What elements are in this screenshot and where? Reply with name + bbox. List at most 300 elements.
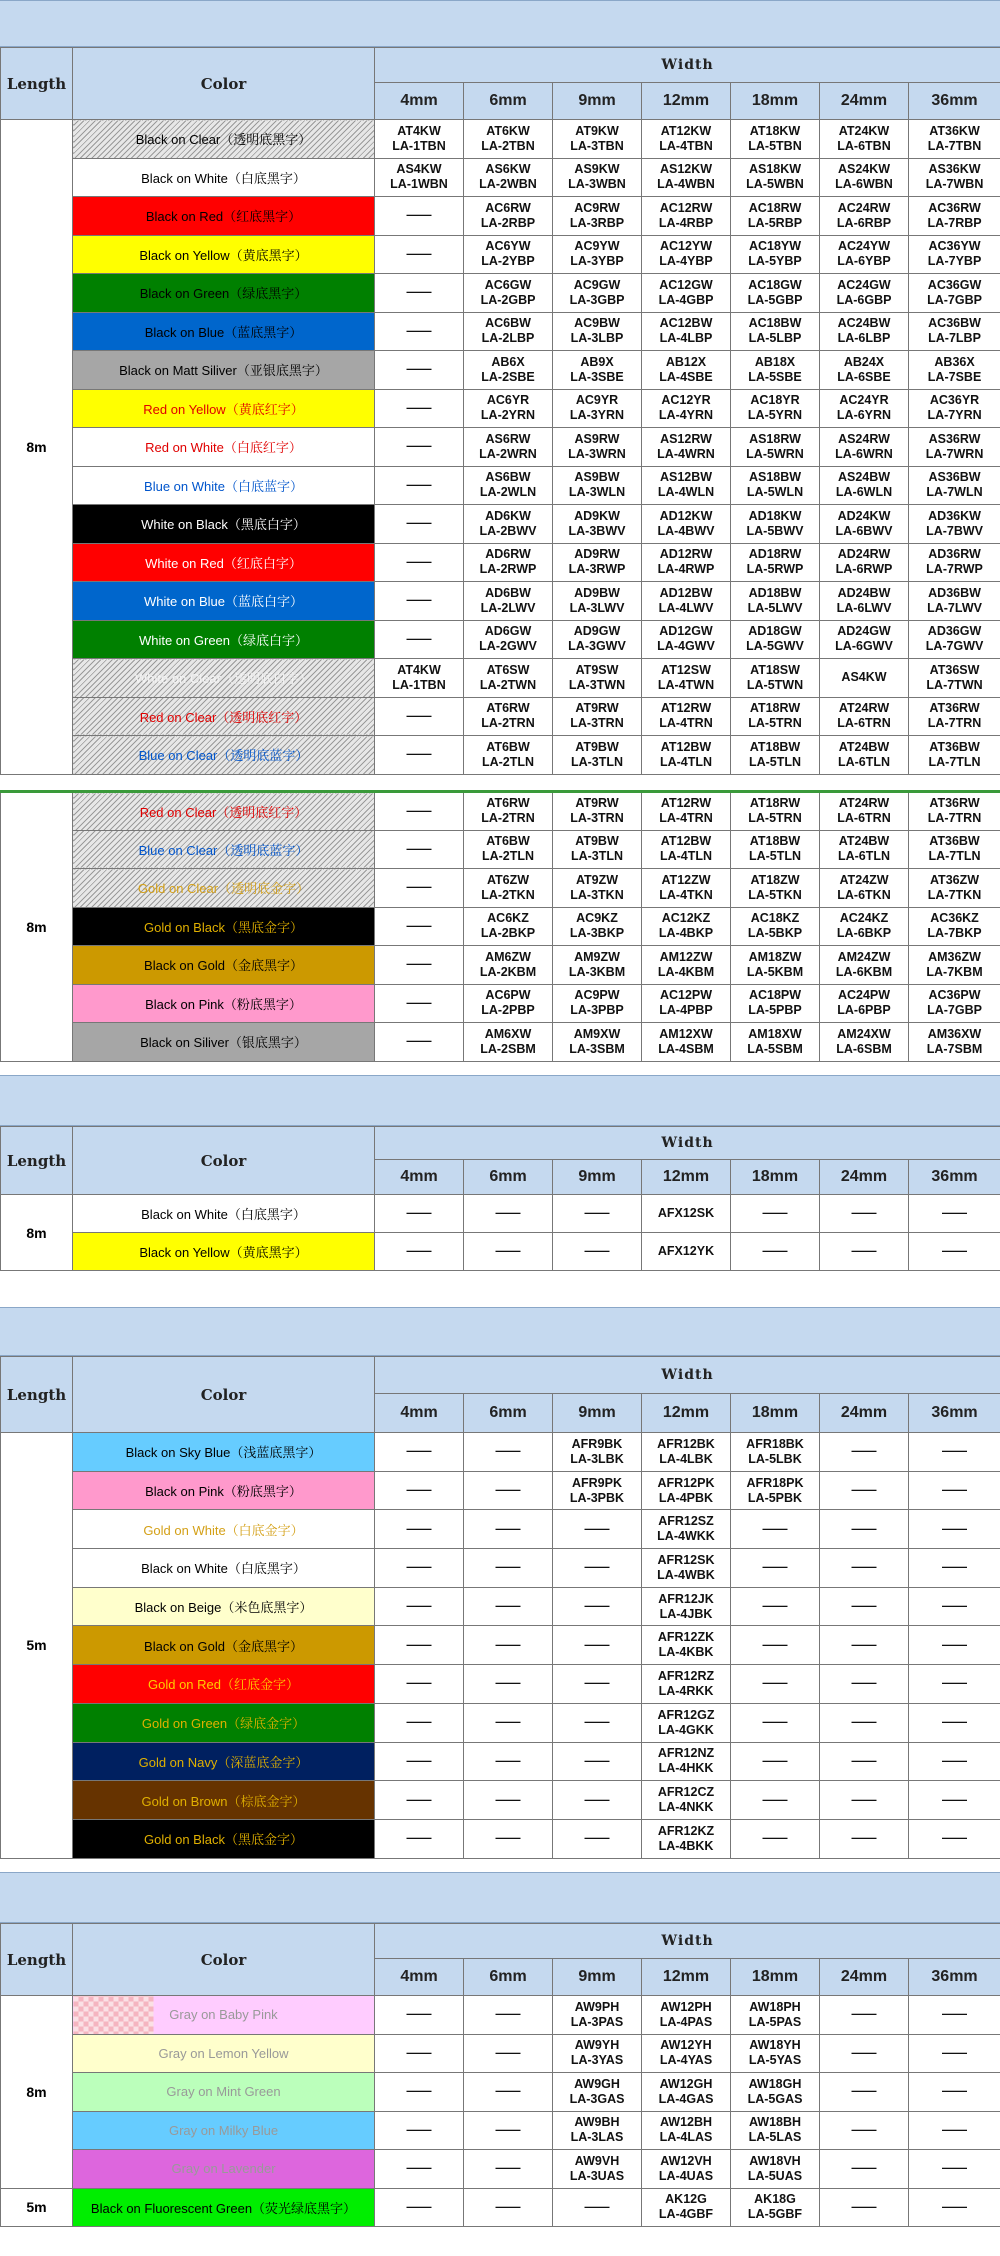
model-code-cell: AT24RW LA-6TRN [820,792,909,831]
model-code-cell: —— [820,1742,909,1781]
model-code-cell: AS24KW LA-6WBN [820,158,909,197]
model-code-cell: AC18RW LA-5RBP [731,197,820,236]
model-code-cell: AD12RW LA-4RWP [642,543,731,582]
model-code-cell: AD9KW LA-3BWV [553,505,642,544]
model-code-cell: —— [909,2188,1000,2226]
model-code-cell: —— [553,1703,642,1742]
model-code-cell: AD6RW LA-2RWP [464,543,553,582]
model-code-cell: AT9KW LA-3TBN [553,120,642,159]
model-code-cell: AS9BW LA-3WLN [553,466,642,505]
model-code-cell: —— [375,1742,464,1781]
model-code-cell: —— [909,1433,1000,1472]
model-code-cell: AS6KW LA-2WBN [464,158,553,197]
model-code-cell: AM24ZW LA-6KBM [820,946,909,985]
model-code-cell: —— [375,2111,464,2150]
width-column-header: 12mm [642,1160,731,1195]
color-header: Color [73,48,375,120]
table-row [1,2150,1000,2189]
table-row [1,736,1000,775]
color-swatch-cell: Red on Clear（透明底红字） [73,697,375,736]
model-code-cell: AM6ZW LA-2KBM [464,946,553,985]
model-code-cell: AD6BW LA-2LWV [464,582,553,621]
model-code-cell: —— [375,620,464,659]
model-code-cell: —— [375,792,464,831]
color-swatch-cell: Gold on Clear（透明底金字） [73,869,375,908]
model-code-cell: —— [909,1233,1000,1271]
model-code-cell: —— [553,1233,642,1271]
color-swatch-cell: Black on Gold（金底黑字） [73,946,375,985]
model-code-cell: —— [820,2034,909,2073]
table-row [1,2034,1000,2073]
color-swatch-cell: Gray on Lemon Yellow [73,2034,375,2073]
model-code-cell: —— [464,1996,553,2035]
model-code-cell: AT24ZW LA-6TKN [820,869,909,908]
color-header: Color [73,1924,375,1996]
model-code-cell: —— [909,2034,1000,2073]
model-code-cell: AW12PH LA-4PAS [642,1996,731,2035]
model-code-cell: AC36RW LA-7RBP [909,197,1000,236]
color-swatch-cell: Black on Yellow（黄底黑字） [73,1233,375,1271]
model-code-cell: AS6RW LA-2WRN [464,428,553,467]
model-code-cell: AM24XW LA-6SBM [820,1023,909,1062]
model-code-cell: AC12GW LA-4GBP [642,274,731,313]
model-code-cell: AFR9PK LA-3PBK [553,1471,642,1510]
model-code-cell: —— [375,907,464,946]
table-row [1,697,1000,736]
model-code-cell: —— [553,1587,642,1626]
color-swatch-cell: Blue on Clear（透明底蓝字） [73,830,375,869]
model-code-cell: —— [375,1195,464,1233]
model-code-cell: —— [464,1549,553,1588]
color-swatch-cell: Gold on Green（绿底金字） [73,1703,375,1742]
width-column-header: 9mm [553,1394,642,1433]
model-code-cell: AS4KW LA-1WBN [375,158,464,197]
model-code-cell: —— [820,1510,909,1549]
model-code-cell: —— [553,1626,642,1665]
model-code-cell: —— [375,1233,464,1271]
model-code-cell: AT18ZW LA-5TKN [731,869,820,908]
model-code-cell: AC6RW LA-2RBP [464,197,553,236]
model-code-cell: AT9ZW LA-3TKN [553,869,642,908]
table-row [1,505,1000,544]
width-column-header: 12mm [642,1394,731,1433]
model-code-cell: AB12X LA-4SBE [642,351,731,390]
model-code-cell: —— [375,1996,464,2035]
model-code-cell: AT36SW LA-7TWN [909,659,1000,698]
model-code-cell: AFR18PK LA-5PBK [731,1471,820,1510]
width-column-header: 4mm [375,1959,464,1996]
color-swatch-cell: Black on Matt Siliver（亚银底黑字） [73,351,375,390]
model-code-cell: AB24X LA-6SBE [820,351,909,390]
model-code-cell: AD36GW LA-7GWV [909,620,1000,659]
color-swatch-cell: Black on Blue（蓝底黑字） [73,312,375,351]
model-code-cell: AFR12SZ LA-4WKK [642,1510,731,1549]
model-code-cell: —— [731,1665,820,1704]
table-row [1,2111,1000,2150]
model-code-cell: —— [820,1233,909,1271]
width-column-header: 9mm [553,83,642,120]
model-code-cell: AC9YR LA-3YRN [553,389,642,428]
model-code-cell: AFR12NZ LA-4HKK [642,1742,731,1781]
length-header: Length [1,1357,73,1433]
model-code-cell: AC9YW LA-3YBP [553,235,642,274]
model-code-cell: AC36GW LA-7GBP [909,274,1000,313]
model-code-cell: AC9BW LA-3LBP [553,312,642,351]
model-code-cell: AM36ZW LA-7KBM [909,946,1000,985]
model-code-cell: —— [464,2150,553,2189]
table-row [1,389,1000,428]
model-code-cell: —— [909,1703,1000,1742]
model-code-cell: —— [464,2111,553,2150]
length-cell: 8m [1,792,73,1062]
width-column-header: 9mm [553,1959,642,1996]
model-code-cell: AT36ZW LA-7TKN [909,869,1000,908]
model-code-cell: AD18RW LA-5RWP [731,543,820,582]
model-code-cell: AD9RW LA-3RWP [553,543,642,582]
model-code-cell: AFR12PK LA-4PBK [642,1471,731,1510]
width-column-header: 24mm [820,1394,909,1433]
color-swatch-cell: Black on Clear（透明底黑字） [73,120,375,159]
color-swatch-cell: Black on Fluorescent Green（荧光绿底黑字） [73,2188,375,2226]
color-swatch-cell: Red on Clear（透明底红字） [73,792,375,831]
model-code-cell: AFR12BK LA-4LBK [642,1433,731,1472]
model-code-cell: AC36YR LA-7YRN [909,389,1000,428]
model-code-cell: —— [553,1195,642,1233]
model-code-cell: AD12BW LA-4LWV [642,582,731,621]
model-code-cell: AS18RW LA-5WRN [731,428,820,467]
color-swatch-cell: Gold on White（白底金字） [73,1510,375,1549]
model-code-cell: —— [375,274,464,313]
model-code-cell: AFR12RZ LA-4RKK [642,1665,731,1704]
model-code-cell: —— [820,1195,909,1233]
model-code-cell: AS36KW LA-7WBN [909,158,1000,197]
color-swatch-cell: Gray on Mint Green [73,2073,375,2112]
table-section-2 [0,790,1000,1062]
model-code-cell: AFX12YK [642,1233,731,1271]
width-header: Width [375,1127,1000,1160]
model-code-cell: —— [909,1665,1000,1704]
model-code-cell: AT24KW LA-6TBN [820,120,909,159]
model-code-cell: —— [375,1510,464,1549]
model-code-cell: AT36RW LA-7TRN [909,697,1000,736]
section-title-band [0,1872,1000,1923]
width-column-header: 24mm [820,1160,909,1195]
width-column-header: 36mm [909,1160,1000,1195]
model-code-cell: AD6KW LA-2BWV [464,505,553,544]
table-row [1,1023,1000,1062]
model-code-cell: —— [731,1233,820,1271]
table-row [1,1195,1000,1233]
model-code-cell: —— [820,1665,909,1704]
model-code-cell: AW9PH LA-3PAS [553,1996,642,2035]
model-code-cell: —— [820,1433,909,1472]
model-code-cell: —— [375,736,464,775]
model-code-cell: AB9X LA-3SBE [553,351,642,390]
model-code-cell: —— [375,1819,464,1858]
model-code-cell: AM18ZW LA-5KBM [731,946,820,985]
table-row [1,1433,1000,1472]
tape-table [0,47,1000,775]
width-column-header: 18mm [731,1394,820,1433]
model-code-cell: AC9KZ LA-3BKP [553,907,642,946]
tape-table [0,1356,1000,1859]
model-code-cell: —— [553,1781,642,1820]
model-code-cell: —— [553,1819,642,1858]
model-code-cell: AC6YW LA-2YBP [464,235,553,274]
model-code-cell: AC18KZ LA-5BKP [731,907,820,946]
model-code-cell: —— [731,1819,820,1858]
model-code-cell: AT12KW LA-4TBN [642,120,731,159]
model-code-cell: —— [375,984,464,1023]
table-row [1,351,1000,390]
model-code-cell: AC24KZ LA-6BKP [820,907,909,946]
color-swatch-cell: Gold on Black（黑底金字） [73,1819,375,1858]
width-column-header: 18mm [731,1160,820,1195]
model-code-cell: —— [375,1781,464,1820]
model-code-cell: AD18GW LA-5GWV [731,620,820,659]
model-code-cell: AFR12CZ LA-4NKK [642,1781,731,1820]
model-code-cell: AW9YH LA-3YAS [553,2034,642,2073]
model-code-cell: AW9BH LA-3LAS [553,2111,642,2150]
width-column-header: 4mm [375,83,464,120]
model-code-cell: —— [553,2188,642,2226]
table-row [1,274,1000,313]
model-code-cell: —— [731,1195,820,1233]
color-swatch-cell: White on Black（黑底白字） [73,505,375,544]
model-code-cell: AS18KW LA-5WBN [731,158,820,197]
width-column-header: 4mm [375,1394,464,1433]
model-code-cell: AC6PW LA-2PBP [464,984,553,1023]
model-code-cell: AS12BW LA-4WLN [642,466,731,505]
model-code-cell: —— [731,1626,820,1665]
color-swatch-cell: Black on Beige（米色底黑字） [73,1587,375,1626]
model-code-cell: —— [731,1587,820,1626]
table-row [1,984,1000,1023]
model-code-cell: —— [553,1665,642,1704]
model-code-cell: AM9ZW LA-3KBM [553,946,642,985]
model-code-cell: AT12ZW LA-4TKN [642,869,731,908]
color-swatch-cell: Gold on Black（黑底金字） [73,907,375,946]
model-code-cell: AC6BW LA-2LBP [464,312,553,351]
table-row [1,428,1000,467]
model-code-cell: AS12KW LA-4WBN [642,158,731,197]
model-code-cell: —— [909,2150,1000,2189]
model-code-cell: AT6SW LA-2TWN [464,659,553,698]
model-code-cell: AB6X LA-2SBE [464,351,553,390]
section-title-band [0,1307,1000,1356]
model-code-cell: AS24BW LA-6WLN [820,466,909,505]
model-code-cell: AT4KW LA-1TBN [375,120,464,159]
model-code-cell: AM6XW LA-2SBM [464,1023,553,1062]
model-code-cell: —— [464,1703,553,1742]
table-row [1,1703,1000,1742]
table-section-4 [0,1307,1000,1859]
model-code-cell: AD36KW LA-7BWV [909,505,1000,544]
table-row [1,1996,1000,2035]
table-row [1,543,1000,582]
model-code-cell: AC18PW LA-5PBP [731,984,820,1023]
model-code-cell: —— [375,351,464,390]
color-swatch-cell: Black on Yellow（黄底黑字） [73,235,375,274]
model-code-cell: AM12XW LA-4SBM [642,1023,731,1062]
model-code-cell: —— [909,1471,1000,1510]
model-code-cell: —— [731,1703,820,1742]
table-row [1,235,1000,274]
color-swatch-cell: Black on Gold（金底黑字） [73,1626,375,1665]
model-code-cell: AT9SW LA-3TWN [553,659,642,698]
model-code-cell: AT24BW LA-6TLN [820,830,909,869]
model-code-cell: AC36YW LA-7YBP [909,235,1000,274]
table-row [1,120,1000,159]
model-code-cell: AS6BW LA-2WLN [464,466,553,505]
model-code-cell: AT36KW LA-7TBN [909,120,1000,159]
model-code-cell: AD24RW LA-6RWP [820,543,909,582]
model-code-cell: AW12BH LA-4LAS [642,2111,731,2150]
model-code-cell: AC12YW LA-4YBP [642,235,731,274]
model-code-cell: —— [464,1195,553,1233]
width-column-header: 6mm [464,83,553,120]
model-code-cell: —— [909,1819,1000,1858]
model-code-cell: AT6BW LA-2TLN [464,830,553,869]
width-column-header: 36mm [909,1394,1000,1433]
model-code-cell: —— [464,1233,553,1271]
table-row [1,1233,1000,1271]
model-code-cell: —— [553,1742,642,1781]
color-swatch-cell: Gold on Brown（棕底金字） [73,1781,375,1820]
model-code-cell: —— [909,2111,1000,2150]
model-code-cell: AW18PH LA-5PAS [731,1996,820,2035]
model-code-cell: —— [820,1703,909,1742]
model-code-cell: —— [820,2150,909,2189]
model-code-cell: —— [464,2034,553,2073]
model-code-cell: —— [375,2073,464,2112]
model-code-cell: AC24BW LA-6LBP [820,312,909,351]
model-code-cell: AD6GW LA-2GWV [464,620,553,659]
color-swatch-cell: Gray on Milky Blue [73,2111,375,2150]
model-code-cell: AS36BW LA-7WLN [909,466,1000,505]
model-code-cell: —— [909,1195,1000,1233]
model-code-cell: AFR12ZK LA-4KBK [642,1626,731,1665]
model-code-cell: —— [375,697,464,736]
model-code-cell: AT4KW LA-1TBN [375,659,464,698]
model-code-cell: AC36KZ LA-7BKP [909,907,1000,946]
model-code-cell: AT36BW LA-7TLN [909,830,1000,869]
model-code-cell: AC24GW LA-6GBP [820,274,909,313]
table-row [1,830,1000,869]
table-row [1,1742,1000,1781]
color-swatch-cell: Black on Siliver（银底黑字） [73,1023,375,1062]
model-code-cell: —— [375,1665,464,1704]
model-code-cell: AFR9BK LA-3LBK [553,1433,642,1472]
model-code-cell: AD9BW LA-3LWV [553,582,642,621]
model-code-cell: —— [375,869,464,908]
model-code-cell: —— [464,1433,553,1472]
model-code-cell: —— [820,2073,909,2112]
model-code-cell: —— [375,1023,464,1062]
model-code-cell: —— [820,1549,909,1588]
model-code-cell: AT36RW LA-7TRN [909,792,1000,831]
model-code-cell: AS9KW LA-3WBN [553,158,642,197]
color-swatch-cell: Black on Red（红底黑字） [73,197,375,236]
model-code-cell: AC9RW LA-3RBP [553,197,642,236]
model-code-cell: AW12YH LA-4YAS [642,2034,731,2073]
length-cell: 5m [1,1433,73,1859]
width-column-header: 24mm [820,1959,909,1996]
color-swatch-cell: White on Green（绿底白字） [73,620,375,659]
model-code-cell: AD24GW LA-6GWV [820,620,909,659]
model-code-cell: AS9RW LA-3WRN [553,428,642,467]
model-code-cell: AD36RW LA-7RWP [909,543,1000,582]
model-code-cell: AT6BW LA-2TLN [464,736,553,775]
model-code-cell: AD12KW LA-4BWV [642,505,731,544]
table-row [1,158,1000,197]
length-cell: 8m [1,1195,73,1271]
table-section-3 [0,1075,1000,1271]
table-row [1,1665,1000,1704]
model-code-cell: AD12GW LA-4GWV [642,620,731,659]
model-code-cell: AT18RW LA-5TRN [731,792,820,831]
model-code-cell: AT9RW LA-3TRN [553,697,642,736]
table-row [1,792,1000,831]
table-row [1,620,1000,659]
model-code-cell: —— [375,830,464,869]
model-code-cell: —— [375,1549,464,1588]
width-column-header: 6mm [464,1160,553,1195]
model-code-cell: AT12BW LA-4TLN [642,830,731,869]
length-cell: 8m [1,120,73,775]
model-code-cell: —— [375,543,464,582]
model-code-cell: AC24PW LA-6PBP [820,984,909,1023]
color-swatch-cell: Black on White（白底黑字） [73,1549,375,1588]
model-code-cell: AC18GW LA-5GBP [731,274,820,313]
model-code-cell: AT9RW LA-3TRN [553,792,642,831]
model-code-cell: AC12RW LA-4RBP [642,197,731,236]
model-code-cell: —— [464,2188,553,2226]
color-swatch-cell: Gray on Lavender [73,2150,375,2189]
model-code-cell: —— [731,1549,820,1588]
model-code-cell: —— [464,1471,553,1510]
model-code-cell: AD24KW LA-6BWV [820,505,909,544]
model-code-cell: —— [375,505,464,544]
model-code-cell: AT24RW LA-6TRN [820,697,909,736]
model-code-cell: —— [820,1819,909,1858]
model-code-cell: AW9VH LA-3UAS [553,2150,642,2189]
model-code-cell: AC9GW LA-3GBP [553,274,642,313]
model-code-cell: —— [464,1742,553,1781]
model-code-cell: AM36XW LA-7SBM [909,1023,1000,1062]
model-code-cell: AFR12GZ LA-4GKK [642,1703,731,1742]
model-code-cell: AS12RW LA-4WRN [642,428,731,467]
width-column-header: 36mm [909,83,1000,120]
model-code-cell: AC24YW LA-6YBP [820,235,909,274]
model-code-cell: —— [464,1626,553,1665]
table-row [1,1819,1000,1858]
length-header: Length [1,1127,73,1195]
color-swatch-cell: White on Clear（透明底白字） [73,659,375,698]
section-title-band [0,1075,1000,1126]
tape-table [0,790,1000,1062]
model-code-cell: AT12BW LA-4TLN [642,736,731,775]
model-code-cell: AC12YR LA-4YRN [642,389,731,428]
model-code-cell: AFR18BK LA-5LBK [731,1433,820,1472]
model-code-cell: AS36RW LA-7WRN [909,428,1000,467]
width-column-header: 6mm [464,1394,553,1433]
model-code-cell: —— [731,1742,820,1781]
table-row [1,1781,1000,1820]
width-header: Width [375,48,1000,83]
model-code-cell: AT9BW LA-3TLN [553,830,642,869]
model-code-cell: AFX12SK [642,1195,731,1233]
